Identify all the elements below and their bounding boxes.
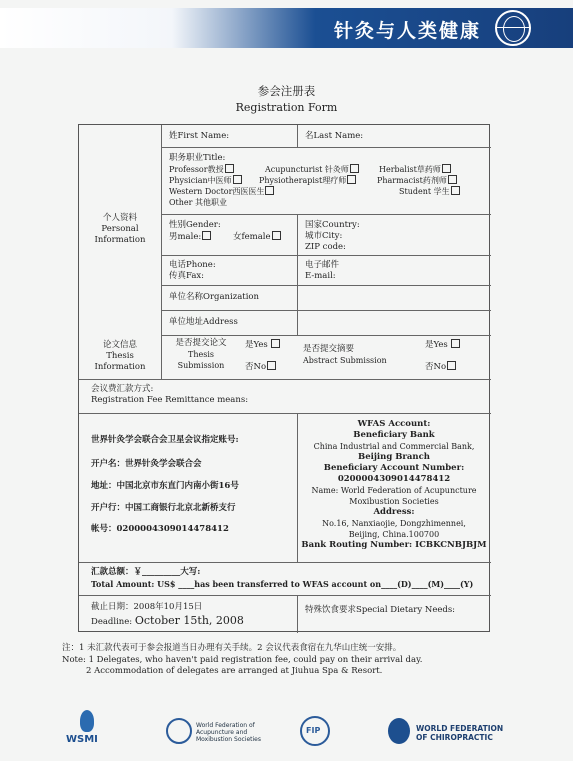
cn-account-line: 世界针灸学会联合会卫星会议指定账号: [91, 435, 239, 445]
form-title-en: Registration Form [235, 101, 338, 114]
profession-other[interactable]: Other 其他职业 [169, 198, 228, 207]
profession-student[interactable]: Student 学生 [399, 186, 460, 197]
dietary-needs-field[interactable]: 特殊饮食要求Special Dietary Needs: [305, 605, 456, 615]
abstract-yes-checkbox[interactable] [451, 339, 460, 348]
deadline-zh: 截止日期：2008年10月15日 [91, 602, 203, 612]
wsmi-logo: WSMI [60, 708, 120, 756]
cn-account-line: 开户行：中国工商银行北京北新桥支行 [91, 503, 236, 513]
registration-form [78, 124, 490, 632]
profession-pharmacist[interactable]: Pharmacist药剂师 [377, 175, 457, 186]
fee-heading-en: Registration Fee Remittance means: [91, 395, 249, 405]
wfc-emblem-icon [388, 718, 410, 744]
thesis-no-option[interactable]: 否No [245, 361, 276, 373]
total-amount-zh[interactable]: 汇款总额：￥_________大写: [91, 567, 201, 577]
acupuncturist-checkbox[interactable] [350, 164, 359, 173]
thesis-yes-checkbox[interactable] [271, 339, 280, 348]
physician-checkbox[interactable] [233, 175, 242, 184]
address-field[interactable]: 单位地址Address [169, 317, 238, 327]
abstract-no-option[interactable]: 否No [425, 361, 456, 373]
fee-heading-zh: 会议费汇款方式: [91, 384, 154, 394]
fip-logo: FIP [300, 708, 340, 756]
wsmi-flame-icon [80, 710, 94, 732]
female-checkbox[interactable] [272, 231, 281, 240]
country-field[interactable]: 国家Country: [305, 220, 360, 230]
gender-label: 性别Gender: [169, 220, 221, 230]
thesis-submission-question: 是否提交论文 Thesis Submission [175, 338, 227, 370]
professor-checkbox[interactable] [225, 164, 234, 173]
student-checkbox[interactable] [451, 186, 460, 195]
profession-physiotherapist[interactable]: Physiotherapist理疗师 [259, 175, 356, 186]
header-title: 针灸与人类健康 [333, 20, 481, 42]
total-amount-en[interactable]: Total Amount: US$ ____has been transferred to WFAS account on____(D)____(M)____(Y) [91, 579, 474, 589]
thesis-yes-option[interactable]: 是Yes [245, 339, 280, 351]
wfas-emblem-icon [166, 718, 192, 744]
cn-account-number: 帐号：0200004309014478412 [91, 524, 229, 534]
cn-account-line: 开户名：世界针灸学会联合会 [91, 459, 202, 469]
email-field[interactable]: E-mail: [305, 271, 336, 281]
first-name-field[interactable]: 姓First Name: [169, 131, 230, 141]
gender-male[interactable]: 男male: [169, 231, 211, 243]
profession-acupuncturist[interactable]: Acupuncturist 针灸师 [265, 164, 359, 175]
header-banner [0, 8, 573, 48]
abstract-no-checkbox[interactable] [447, 361, 456, 370]
email-label-zh: 电子邮件 [305, 260, 340, 270]
profession-herbalist[interactable]: Herbalist草药师 [379, 164, 451, 175]
deadline-en: Deadline: October 15th, 2008 [91, 614, 244, 627]
wfas-logo: World Federation of Acupuncture and Moxibustion Societies [166, 708, 276, 756]
gender-female[interactable]: 女female [233, 231, 281, 243]
herbalist-checkbox[interactable] [442, 164, 451, 173]
zip-field[interactable]: ZIP code: [305, 242, 346, 252]
notes: 注：1 未汇款代表可于参会报道当日办理有关手续。2 会议代表食宿在九华山庄统一安排。 Note: 1 Delegates, who haven't paid registration fee, could pay on their arrival day. 2 Accommodation of delegates are arranged at Jiuhua Spa & Resort. [62, 643, 423, 676]
organization-field[interactable]: 单位名称Organization [169, 292, 260, 302]
pharmacist-checkbox[interactable] [448, 175, 457, 184]
profession-title-label: 职务职业Title: [169, 153, 226, 163]
profession-physician[interactable]: Physician中医师 [169, 175, 242, 186]
wfas-account-details: WFAS Account: Beneficiary Bank China Industrial and Commercial Bank, Beijing Branch Beneficiary Account Number: 0200004309014478412 Name: World Federation of Acupuncture Moxibustion Societies Address: No.16, Nanxiaojie, Dongzhimennei, Beijing, China.100700 Bank Routing Number: ICBKCNBJBJM [301, 419, 487, 550]
abstract-submission-question: 是否提交摘要 Abstract Submission [303, 344, 387, 365]
abstract-yes-option[interactable]: 是Yes [425, 339, 460, 351]
personal-section-label: 个人资料 Personal Information [94, 213, 146, 245]
western-doctor-checkbox[interactable] [265, 186, 274, 195]
fax-field[interactable]: 传真Fax: [169, 271, 205, 281]
phone-field[interactable]: 电话Phone: [169, 260, 216, 270]
thesis-no-checkbox[interactable] [267, 361, 276, 370]
form-title-zh: 参会注册表 [257, 84, 316, 98]
wfc-logo: WORLD FEDERATION OF CHIROPRACTIC [388, 708, 518, 756]
male-checkbox[interactable] [202, 231, 211, 240]
profession-western-doctor[interactable]: Western Doctor西医医生 [169, 186, 274, 197]
globe-icon [495, 10, 531, 46]
cn-account-line: 地址：中国北京市东直门内南小街16号 [91, 481, 239, 491]
physiotherapist-checkbox[interactable] [347, 175, 356, 184]
last-name-field[interactable]: 名Last Name: [305, 131, 364, 141]
profession-professor[interactable]: Professor教授 [169, 164, 234, 175]
thesis-section-label: 论文信息 Thesis Information [94, 340, 146, 372]
city-field[interactable]: 城市City: [305, 231, 343, 241]
